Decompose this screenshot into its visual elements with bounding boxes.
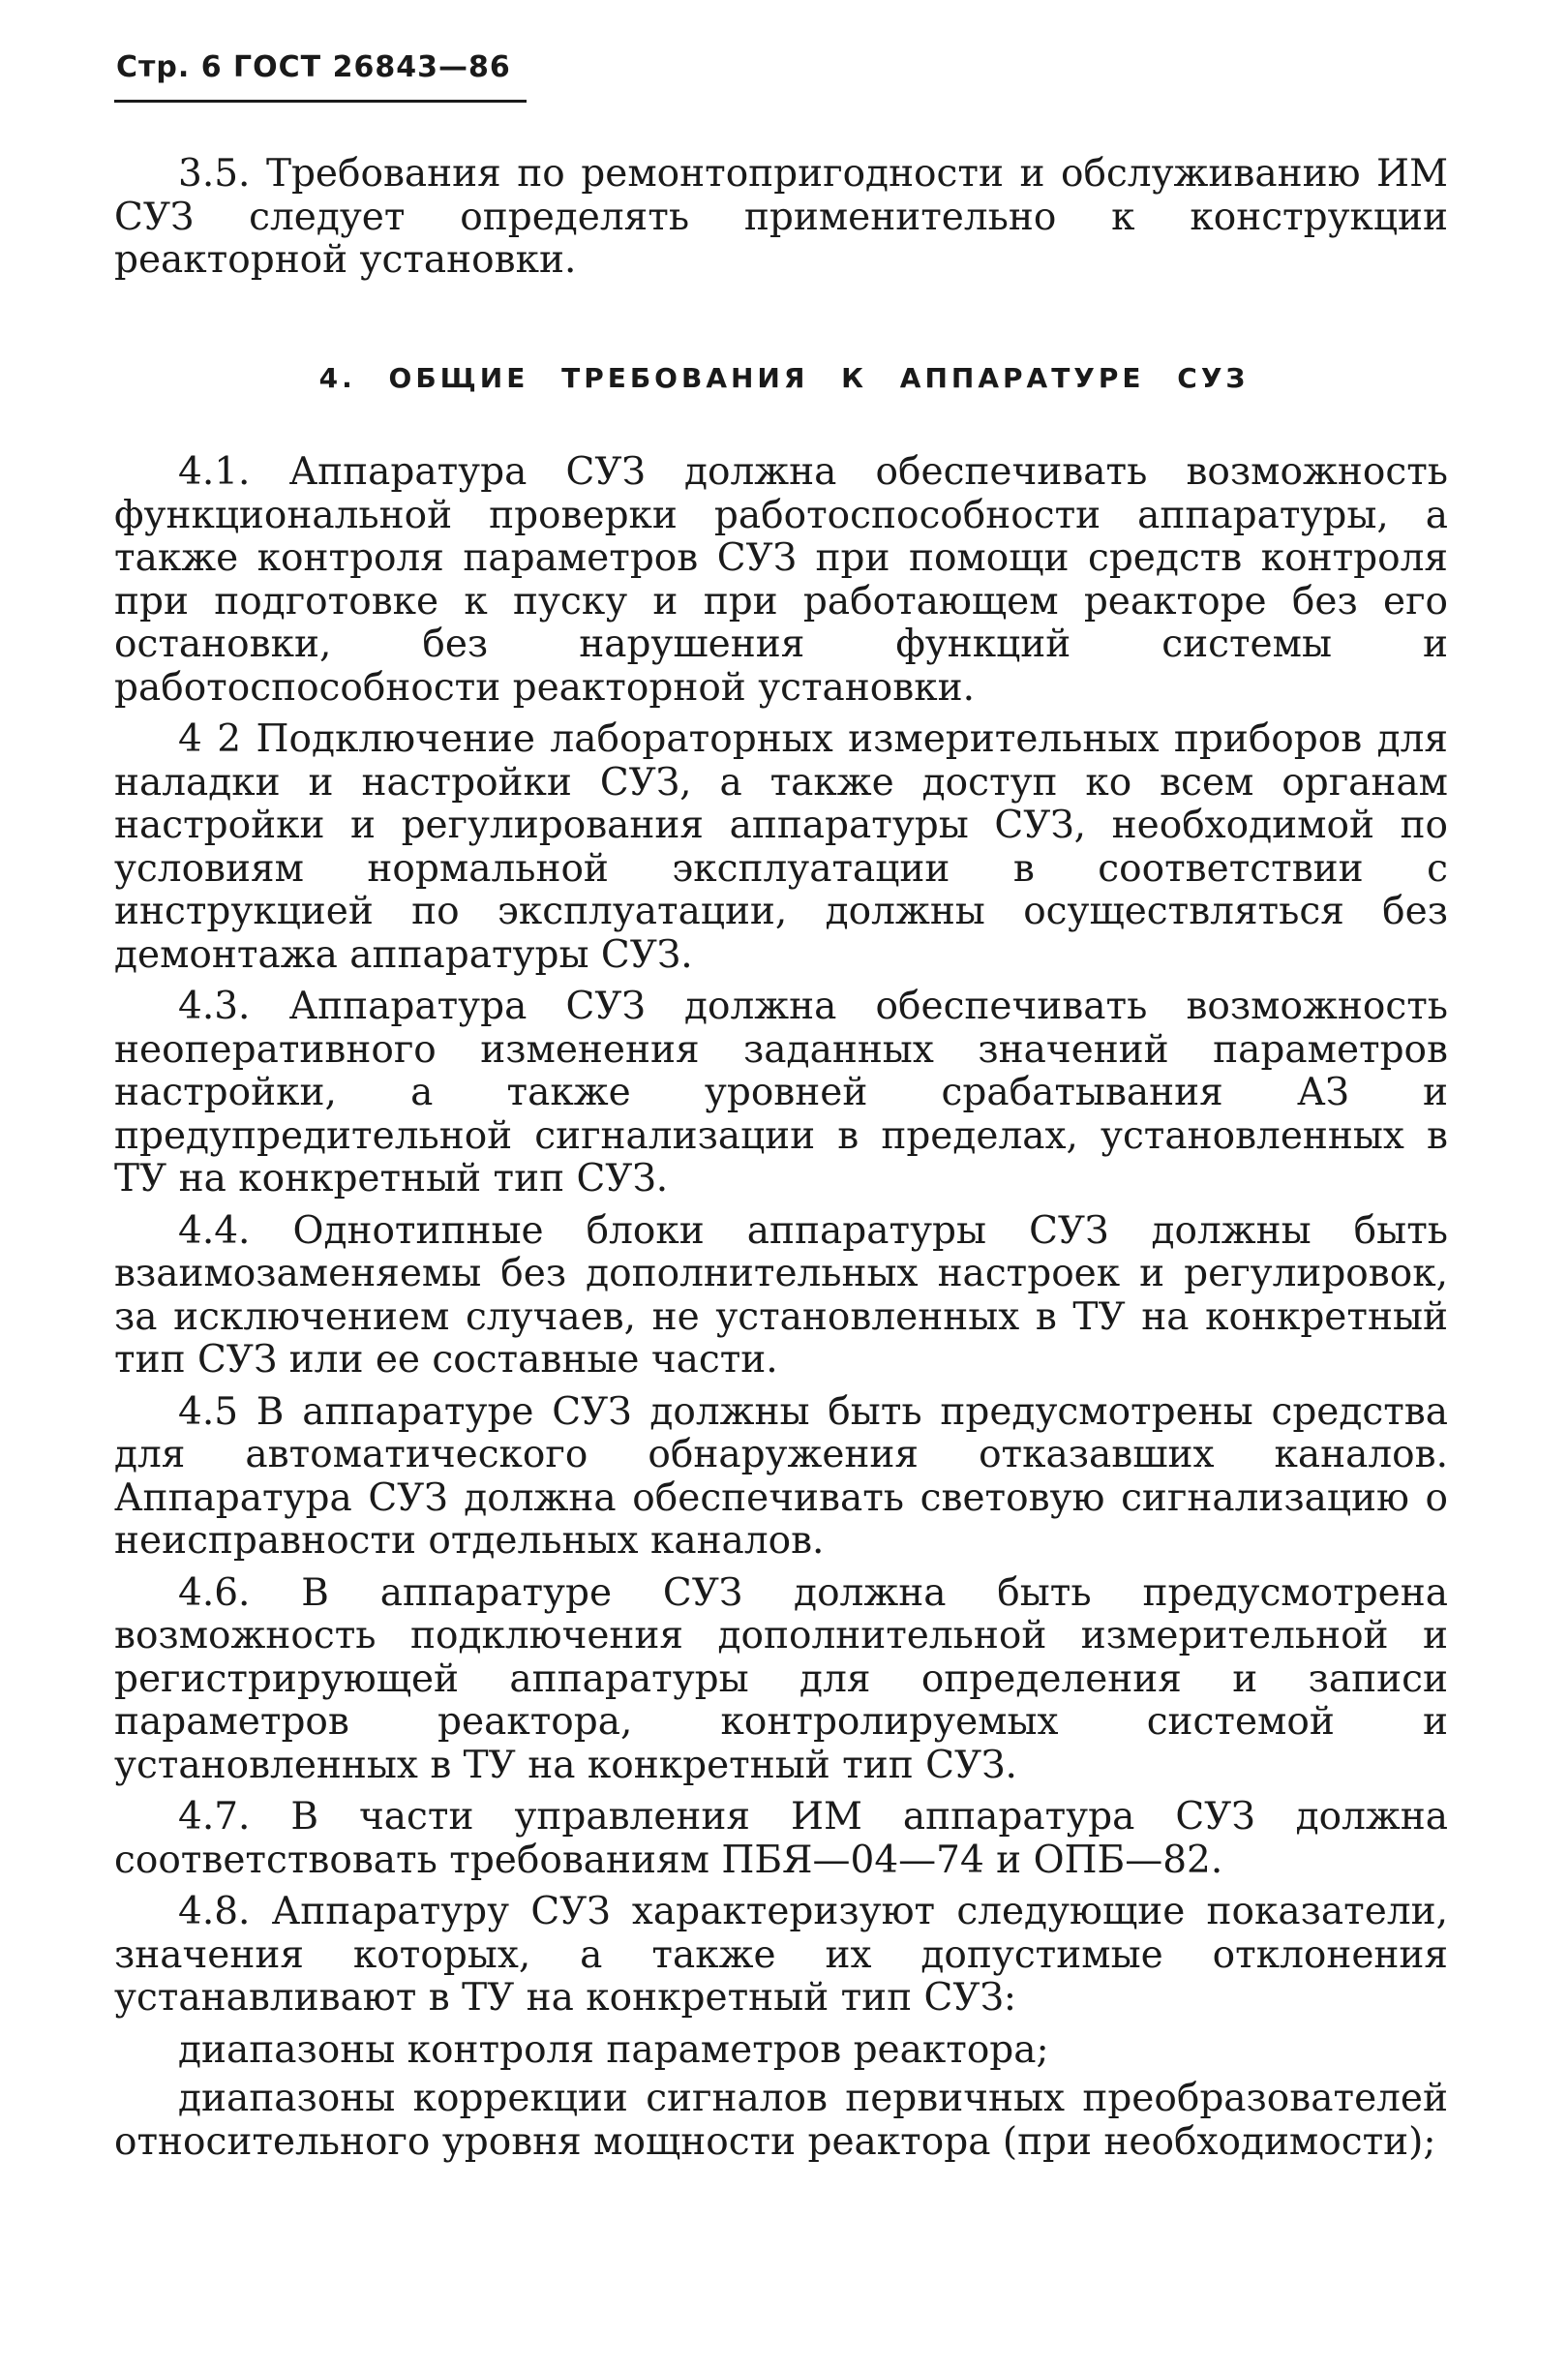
paragraph-4-7: 4.7. В части управления ИМ аппаратура СУЗ должна соответствовать требованиям ПБЯ—04—74 и ОПБ—82. <box>114 1795 1448 1882</box>
paragraph-4-5: 4.5 В аппаратуре СУЗ должны быть предусмотрены средства для автоматического обнаружения отказавших каналов. Аппаратура СУЗ должна обеспечивать световую сигнализацию о неисправности отдельных каналов. <box>114 1389 1448 1563</box>
paragraph-4-8: 4.8. Аппаратуру СУЗ характеризуют следующие показатели, значения которых, а также их допустимые отклонения устанавливают в ТУ на конкретный тип СУЗ: <box>114 1890 1448 2020</box>
paragraph-3-5: 3.5. Требования по ремонтопригодности и обслуживанию ИМ СУЗ следует определять применительно к конструкции реакторной установки. <box>114 152 1448 282</box>
paragraph-4-1: 4.1. Аппаратура СУЗ должна обеспечивать возможность функциональной проверки работоспособности аппаратуры, а также контроля параметров СУЗ при помощи средств контроля при подготовке к пуску и при работающем реакторе без его остановки, без нарушения функций системы и работоспособности реакторной установки. <box>114 450 1448 710</box>
paragraph-4-2: 4 2 Подключение лабораторных измерительных приборов для наладки и настройки СУЗ, а также доступ ко всем органам настройки и регулирования аппаратуры СУЗ, необходимой по условиям нормальной эксплуатации в соответствии с инструкцией по эксплуатации, должны осуществляться без демонтажа аппаратуры СУЗ. <box>114 717 1448 977</box>
paragraph-4-3: 4.3. Аппаратура СУЗ должна обеспечивать возможность неоперативного изменения заданных значений параметров настройки, а также уровней срабатывания АЗ и предупредительной сигнализации в пределах, установленных в ТУ на конкретный тип СУЗ. <box>114 985 1448 1201</box>
paragraph-4-6: 4.6. В аппаратуре СУЗ должна быть предусмотрена возможность подключения дополнительной измерительной и регистрирующей аппаратуры для определения и записи параметров реактора, контролируемых системой и установленных в ТУ на конкретный тип СУЗ. <box>114 1570 1448 1787</box>
section-3-text <box>114 153 1448 283</box>
list-item: диапазоны коррекции сигналов первичных преобразователей относительного уровня мощности реактора (при необходимости); <box>114 2077 1448 2164</box>
section-4-text <box>114 451 1448 2164</box>
list-item: диапазоны контроля параметров реактора; <box>178 2027 1049 2072</box>
page-header: Стр. 6 ГОСТ 26843—86 <box>116 50 511 84</box>
paragraph-4-4: 4.4. Однотипные блоки аппаратуры СУЗ должны быть взаимозаменяемы без дополнительных настроек и регулировок, за исключением случаев, не установленных в ТУ на конкретный тип СУЗ или ее составные части. <box>114 1208 1448 1382</box>
section-4-title: 4. ОБЩИЕ ТРЕБОВАНИЯ К АППАРАТУРЕ СУЗ <box>318 362 1250 394</box>
header-rule <box>114 100 527 103</box>
